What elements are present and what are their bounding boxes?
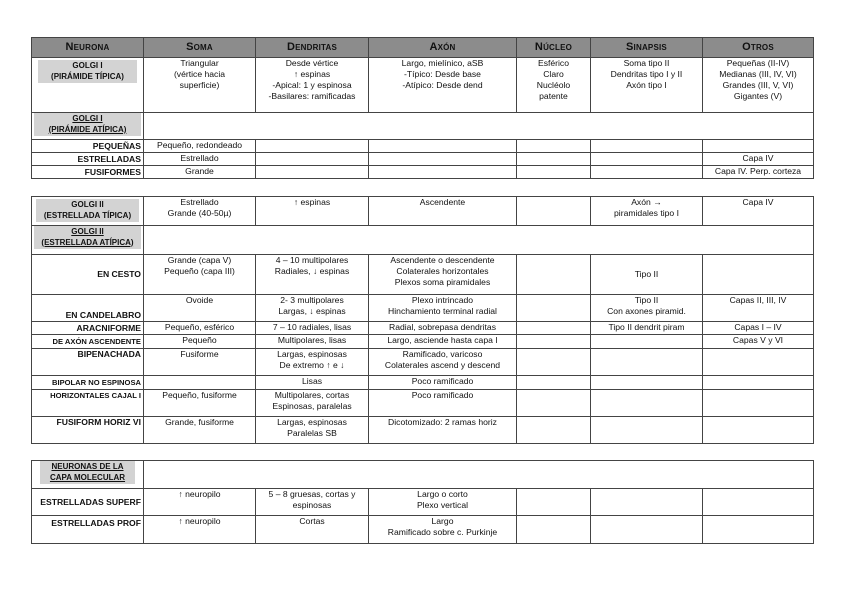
cell-otros: Capa IV	[703, 153, 814, 166]
cell-sinapsis: Soma tipo II Dendritas tipo I y II Axón tipo I	[591, 58, 703, 113]
row-label-golgi-ii-atipica: GOLGI II (ESTRELLADA ATÍPICA)	[34, 226, 141, 249]
row-label-bipenachada: BIPENACHADA	[32, 349, 144, 376]
cell-otros	[703, 417, 814, 444]
cell-soma: Grande, fusiforme	[144, 417, 256, 444]
header-dendritas: Dendritas	[256, 38, 369, 58]
cell-soma: ↑ neuropilo	[144, 516, 256, 544]
header-nucleo: Núcleo	[517, 38, 591, 58]
cell-otros	[703, 140, 814, 153]
cell-otros: Pequeñas (II-IV) Medianas (III, IV, VI) Grandes (III, V, VI) Gigantes (V)	[703, 58, 814, 113]
row-label-cell	[32, 113, 144, 140]
cell-nucleo	[517, 376, 591, 390]
row-label-en-cesto: EN CESTO	[32, 255, 144, 295]
cell-soma: Estrellado	[144, 153, 256, 166]
cell-nucleo	[517, 349, 591, 376]
cell-axon: Dicotomizado: 2 ramas horiz	[369, 417, 517, 444]
cell-otros	[703, 376, 814, 390]
cell-axon: Radial, sobrepasa dendritas	[369, 322, 517, 335]
cell-otros	[703, 489, 814, 516]
cell-sinapsis	[591, 140, 703, 153]
cell-dendritas: Lisas	[256, 376, 369, 390]
row-label-bipolar: BIPOLAR NO ESPINOSA	[32, 376, 144, 390]
table-capa-molecular	[31, 460, 814, 544]
cell-sinapsis	[591, 417, 703, 444]
cell-otros	[703, 390, 814, 417]
table-row	[32, 417, 814, 444]
cell-dendritas: 7 – 10 radiales, lisas	[256, 322, 369, 335]
header-axon: Axón	[369, 38, 517, 58]
cell-dendritas: Multipolares, lisas	[256, 335, 369, 349]
table-row	[32, 516, 814, 544]
cell-axon: Plexo intrincado Hinchamiento terminal radial	[369, 295, 517, 322]
row-label-golgi-i-tipica: GOLGI I (PIRÁMIDE TÍPICA)	[38, 60, 137, 83]
header-row	[32, 38, 814, 58]
cell-soma: Pequeño	[144, 335, 256, 349]
cell-dendritas: Desde vértice ↑ espinas -Apical: 1 y espinosa -Basilares: ramificadas	[256, 58, 369, 113]
cell-soma: ↑ neuropilo	[144, 489, 256, 516]
cell-sinapsis: Tipo II	[591, 255, 703, 295]
cell-sinapsis	[591, 166, 703, 179]
cell-otros	[703, 516, 814, 544]
cell-sinapsis: Axón → piramidales tipo I	[591, 197, 703, 226]
row-label-fusiform-vi: FUSIFORM HORIZ VI	[32, 417, 144, 444]
table-row	[32, 153, 814, 166]
cell-axon: Largo, asciende hasta capa I	[369, 335, 517, 349]
table-row	[32, 255, 814, 295]
table-row	[32, 197, 814, 226]
row-label-axon-ascendente: DE AXÓN ASCENDENTE	[32, 335, 144, 349]
row-label-golgi-i-atipica: GOLGI I (PIRÁMIDE ATÍPICA)	[34, 113, 141, 136]
row-label-aracniforme: ARACNIFORME	[32, 322, 144, 335]
row-label-estrelladas-prof: ESTRELLADAS PROF	[32, 516, 144, 544]
table-row	[32, 58, 814, 113]
cell-dendritas: 2- 3 multipolares Largas, ↓ espinas	[256, 295, 369, 322]
cell-axon: Ramificado, varicoso Colaterales ascend y descend	[369, 349, 517, 376]
cell-soma: Pequeño, redondeado	[144, 140, 256, 153]
cell-nucleo	[517, 140, 591, 153]
table-row	[32, 322, 814, 335]
table-row	[32, 166, 814, 179]
cell-nucleo	[517, 322, 591, 335]
cell-dendritas: 4 – 10 multipolares Radiales, ↓ espinas	[256, 255, 369, 295]
header-sinapsis: Sinapsis	[591, 38, 703, 58]
cell-nucleo: Esférico Claro Nucléolo patente	[517, 58, 591, 113]
cell-otros: Capas V y VI	[703, 335, 814, 349]
cell-nucleo	[517, 166, 591, 179]
cell-soma: Pequeño, esférico	[144, 322, 256, 335]
cell-sinapsis	[591, 335, 703, 349]
cell-soma: Fusiforme	[144, 349, 256, 376]
table-row	[32, 376, 814, 390]
cell-sinapsis: Tipo II Con axones piramid.	[591, 295, 703, 322]
cell-nucleo	[517, 516, 591, 544]
row-label-cell	[32, 197, 144, 226]
cell-dendritas: Largas, espinosas De extremo ↑ e ↓	[256, 349, 369, 376]
table-row	[32, 390, 814, 417]
table-row	[32, 295, 814, 322]
cell-soma: Grande (capa V) Pequeño (capa III)	[144, 255, 256, 295]
cell-otros: Capa IV	[703, 197, 814, 226]
cell-sinapsis	[591, 376, 703, 390]
cell-axon: Largo, mielínico, aSB -Típico: Desde base -Atípico: Desde dend	[369, 58, 517, 113]
header-neurona: Neurona	[32, 38, 144, 58]
header-soma: Soma	[144, 38, 256, 58]
cell-soma: Grande	[144, 166, 256, 179]
cell-nucleo	[517, 417, 591, 444]
cell-axon: Poco ramificado	[369, 390, 517, 417]
cell-dendritas: 5 – 8 gruesas, cortas y espinosas	[256, 489, 369, 516]
cell-sinapsis	[591, 516, 703, 544]
cell-otros	[703, 255, 814, 295]
cell-axon	[369, 153, 517, 166]
cell-dendritas	[256, 153, 369, 166]
row-label-cell	[32, 461, 144, 489]
table-row	[32, 461, 814, 489]
table-row	[32, 335, 814, 349]
table-row	[32, 140, 814, 153]
table-row	[32, 226, 814, 255]
cell-nucleo	[517, 153, 591, 166]
row-label-golgi-ii-tipica: GOLGI II (ESTRELLADA TÍPICA)	[36, 199, 139, 222]
cell-soma: Ovoide	[144, 295, 256, 322]
cell-axon	[369, 166, 517, 179]
cell-soma	[144, 376, 256, 390]
row-label-en-candelabro: EN CANDELABRO	[32, 295, 144, 322]
table-row-spacer	[144, 461, 814, 489]
cell-soma: Triangular (vértice hacia superficie)	[144, 58, 256, 113]
cell-axon: Largo Ramificado sobre c. Purkinje	[369, 516, 517, 544]
row-label-pequenas: PEQUEÑAS	[32, 140, 144, 153]
cell-otros: Capa IV. Perp. corteza	[703, 166, 814, 179]
cell-otros	[703, 349, 814, 376]
cell-dendritas: Largas, espinosas Paralelas SB	[256, 417, 369, 444]
table-golgi-i	[31, 37, 814, 179]
cell-nucleo	[517, 295, 591, 322]
cell-sinapsis: Tipo II dendrit piram	[591, 322, 703, 335]
cell-dendritas	[256, 140, 369, 153]
cell-sinapsis	[591, 390, 703, 417]
cell-dendritas: Cortas	[256, 516, 369, 544]
row-label-cell	[32, 58, 144, 113]
row-label-capa-molecular: NEURONAS DE LA CAPA MOLECULAR	[40, 461, 135, 484]
cell-nucleo	[517, 489, 591, 516]
cell-axon: Ascendente o descendente Colaterales horizontales Plexos soma piramidales	[369, 255, 517, 295]
table-row	[32, 349, 814, 376]
cell-nucleo	[517, 255, 591, 295]
row-label-estrelladas: ESTRELLADAS	[32, 153, 144, 166]
table-row-spacer	[144, 226, 814, 255]
cell-dendritas	[256, 166, 369, 179]
cell-sinapsis	[591, 349, 703, 376]
cell-dendritas: ↑ espinas	[256, 197, 369, 226]
table-golgi-ii	[31, 196, 814, 444]
cell-axon: Largo o corto Plexo vertical	[369, 489, 517, 516]
cell-axon	[369, 140, 517, 153]
cell-nucleo	[517, 390, 591, 417]
cell-soma: Estrellado Grande (40-50µ)	[144, 197, 256, 226]
cell-axon: Ascendente	[369, 197, 517, 226]
row-label-estrelladas-superf: ESTRELLADAS SUPERF	[32, 489, 144, 516]
table-row	[32, 489, 814, 516]
cell-sinapsis	[591, 153, 703, 166]
cell-dendritas: Multipolares, cortas Espinosas, paralelas	[256, 390, 369, 417]
cell-soma: Pequeño, fusiforme	[144, 390, 256, 417]
cell-sinapsis	[591, 489, 703, 516]
table-row	[32, 113, 814, 140]
header-otros: Otros	[703, 38, 814, 58]
cell-otros: Capas I – IV	[703, 322, 814, 335]
table-row-spacer	[144, 113, 814, 140]
cell-axon: Poco ramificado	[369, 376, 517, 390]
row-label-fusiformes: FUSIFORMES	[32, 166, 144, 179]
cell-otros: Capas II, III, IV	[703, 295, 814, 322]
cell-nucleo	[517, 197, 591, 226]
row-label-cell	[32, 226, 144, 255]
row-label-cajal: HORIZONTALES CAJAL I	[32, 390, 144, 417]
cell-nucleo	[517, 335, 591, 349]
